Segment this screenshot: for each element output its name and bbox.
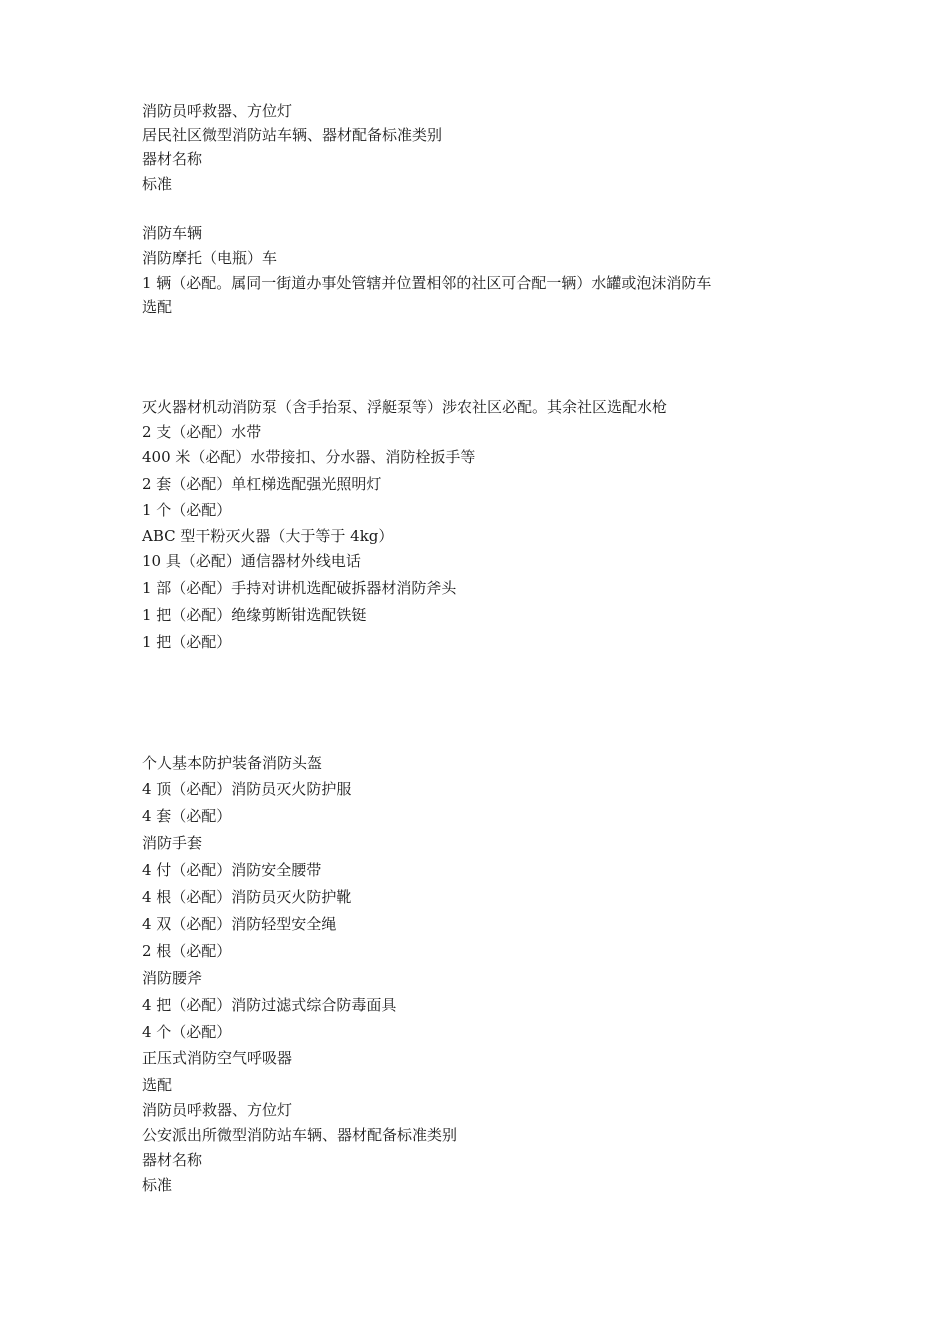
text-line: 1 部（必配）手持对讲机选配破拆器材消防斧头 [142,579,457,597]
text-line: ABC 型干粉灭火器（大于等于 4kg） [142,527,394,545]
category-label: 消防车辆 [142,224,203,242]
column-header-name: 器材名称 [142,150,203,168]
section-heading: 居民社区微型消防站车辆、器材配备标准类别 [142,126,443,144]
section-heading: 公安派出所微型消防站车辆、器材配备标准类别 [142,1126,458,1144]
text-line: 4 顶（必配）消防员灭火防护服 [142,780,352,798]
text-line: 4 个（必配） [142,1023,232,1041]
text-line: 消防摩托（电瓶）车 [142,249,278,267]
column-header-standard: 标准 [142,175,173,193]
text-line: 1 把（必配） [142,633,232,651]
text-line: 正压式消防空气呼吸器 [142,1049,293,1067]
text-line: 2 根（必配） [142,942,232,960]
text-line: 选配 [142,1076,173,1094]
text-line: 4 套（必配） [142,807,232,825]
text-line: 2 支（必配）水带 [142,423,262,441]
text-line: 消防腰斧 [142,969,203,987]
text-line: 1 把（必配）绝缘剪断钳选配铁铤 [142,606,367,624]
text-line: 400 米（必配）水带接扣、分水器、消防栓扳手等 [142,448,476,466]
text-line: 2 套（必配）单杠梯选配强光照明灯 [142,475,382,493]
text-line: 4 双（必配）消防轻型安全绳 [142,915,337,933]
text-line: 4 付（必配）消防安全腰带 [142,861,322,879]
category-label: 灭火器材机动消防泵（含手抬泵、浮艇泵等）涉农社区必配。其余社区选配水枪 [142,398,668,416]
text-line: 10 具（必配）通信器材外线电话 [142,552,361,570]
text-line: 选配 [142,298,173,316]
category-label: 个人基本防护装备消防头盔 [142,754,323,772]
text-line: 1 辆（必配。属同一街道办事处管辖并位置相邻的社区可合配一辆）水罐或泡沫消防车 [142,274,712,292]
column-header-standard: 标准 [142,1176,173,1194]
text-line: 4 把（必配）消防过滤式综合防毒面具 [142,996,397,1014]
text-line: 消防手套 [142,834,203,852]
text-line: 消防员呼救器、方位灯 [142,102,293,120]
text-line: 4 根（必配）消防员灭火防护靴 [142,888,352,906]
text-line: 1 个（必配） [142,501,232,519]
text-line: 消防员呼救器、方位灯 [142,1101,293,1119]
column-header-name: 器材名称 [142,1151,203,1169]
